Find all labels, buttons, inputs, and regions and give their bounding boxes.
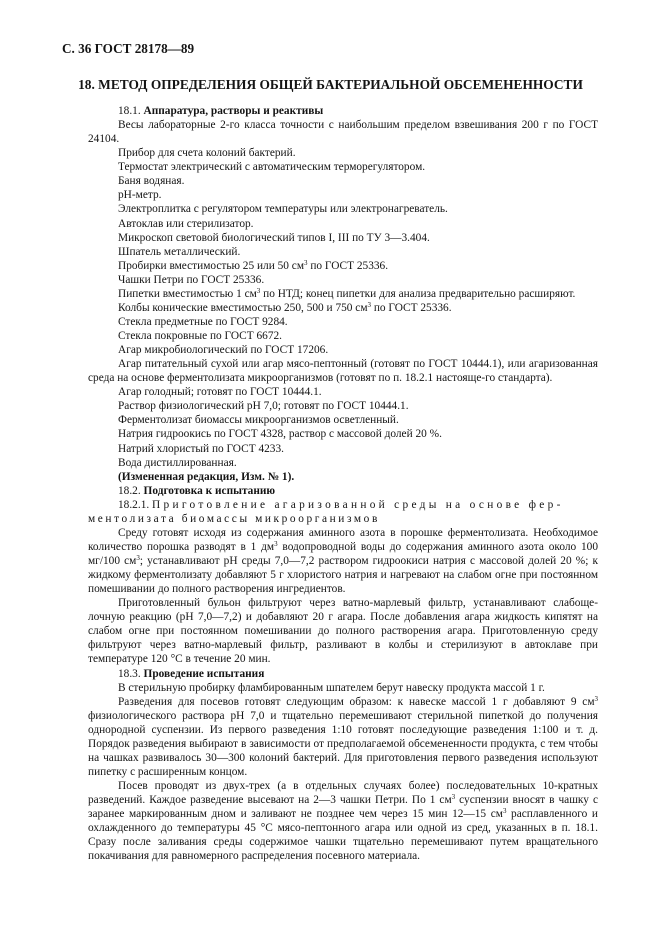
paragraph: Электроплитка с регулятором температуры или электронагреватель. — [118, 203, 448, 216]
paragraph: Агар питательный сухой или агар мясо-пептонный (готовят по ГОСТ 10444.1), или агаризованная среда на основе ферментолизата микроорганизмов (готовят по п. 18.2.1 настояще-го стандарта). — [88, 358, 598, 385]
text-run: Колбы конические вместимостью 250, 500 и 750 см — [118, 301, 368, 314]
text-run: расплавленного и охлажденного до температуры 45 °С мясо-пептонного агара или одной из сред, указанных в п. 18.1. Сразу после заливания среды содержимое чашки тщательно перемешивают путем вращательного покачивания для равномерного распределения посевного материала. — [88, 808, 598, 863]
text-run: Разведения для посевов готовят следующим образом: к навеске массой 1 г добавляют 9 см — [118, 695, 595, 708]
paragraph: Микроскоп световой биологический типов I, III по ТУ 3—3.404. — [118, 231, 430, 244]
superscript: 3 — [502, 807, 507, 816]
paragraph — [88, 301, 598, 315]
subsection-title: Аппаратура, растворы и реактивы — [143, 105, 324, 117]
subsection-heading-18-3 — [88, 667, 598, 681]
subsection-heading-18-2 — [88, 484, 598, 498]
paragraph: Термостат электрический с автоматическим терморегулятором. — [118, 161, 426, 174]
paragraph: Весы лабораторные 2-го класса точности с наибольшим пределом взвешивания 200 г по ГОСТ 24104. — [88, 119, 598, 146]
paragraph: Приготовленный бульон фильтруют через ватно-марлевый фильтр, устанавливают слабоще-лочную реакцию (рН 7,0—7,2) и добавляют 20 г агара. После добавления агара жидкость кипятят на слабом огне при постоянном помешивании до полного растворения агара. Приготовленную среду фильтруют через ватно-марлевый фильтр, разливают в колбы и стерилизуют в автоклаве при температуре 120 °С в течение 20 мин. — [88, 597, 598, 666]
subsection-number: 18.2. — [118, 484, 141, 497]
subsubsection-number: 18.2.1. — [118, 498, 150, 511]
text-run: ментолизата биомассы микроорганизмов — [88, 512, 380, 525]
paragraph: Стекла покровные по ГОСТ 6672. — [118, 330, 283, 342]
paragraph — [88, 287, 598, 301]
subsection-title: Проведение испытания — [143, 667, 265, 680]
paragraph — [88, 779, 598, 863]
superscript: 3 — [594, 694, 598, 703]
text-run: Среду готовят исходя из содержания аминного азота в порошке ферментолизата. Необходимое количество порошка разводят в 1 дм — [88, 526, 598, 553]
superscript: 3 — [256, 286, 261, 295]
paragraph: Стекла предметные по ГОСТ 9284. — [118, 315, 288, 328]
subsubsection-title-line1: Приготовление агаризованной среды на основе фер- — [152, 498, 564, 511]
section-title: 18. МЕТОД ОПРЕДЕЛЕНИЯ ОБЩЕЙ БАКТЕРИАЛЬНОЙ ОБСЕМЕНЕННОСТИ — [78, 77, 583, 92]
superscript: 3 — [136, 554, 140, 562]
text-run: Пипетки вместимостью 1 см — [118, 287, 257, 300]
paragraph: рН-метр. — [118, 189, 162, 202]
paragraph: Агар микробиологический по ГОСТ 17206. — [118, 344, 329, 357]
paragraph: В стерильную пробирку фламбированным шпателем берут навеску продукта массой 1 г. — [118, 681, 545, 694]
text-run: физиологического раствора рН 7,0 и тщательно перемешивают стерильной пипеткой до получения однородной суспензии. Из первого разведения 1:10 готовят последующие разведения 1:100 и т. д. Порядок разведения выбирают в зависимости от предполагаемой обсемененности продукта, с тем чтобы на чашках развивалось 30—300 колоний бактерий. Для приготовления первого разведения используют пипетку с расширенным концом. — [88, 709, 598, 778]
superscript: 3 — [274, 539, 278, 548]
paragraph — [88, 695, 598, 779]
subsubsection-heading-18-2-1 — [88, 498, 598, 512]
text-run: водопроводной воды до содержания аминного азота около 100 мг/100 см — [88, 540, 598, 567]
paragraph: Натрий хлористый по ГОСТ 4233. — [118, 442, 284, 455]
text-run: ; устанавливают рН среды 7,0—7,2 раствором гидроокиси натрия с массовой долей 20 %; к жидкому ферментолизату добавляют 5 г хлористого натрия и нагревают на слабом огне при постоянном помешивании до полного растворения ингредиентов. — [88, 555, 598, 596]
paragraph — [88, 526, 598, 596]
superscript: 3 — [304, 258, 308, 267]
amendment-note: (Измененная редакция, Изм. № 1). — [118, 470, 295, 483]
text-run: Посев проводят из двух-трех (а в отдельных случаях более) последовательных 10-кратных разведений. Каждое разведение высевают на 2—3 чашки Петри. По 1 см — [88, 780, 598, 807]
paragraph: Чашки Петри по ГОСТ 25336. — [118, 273, 265, 286]
text-run: по ГОСТ 25336. — [307, 259, 389, 272]
page-header: С. 36 ГОСТ 28178—89 — [62, 41, 195, 56]
subsubsection-title-line2 — [88, 512, 598, 526]
paragraph: Автоклав или стерилизатор. — [118, 217, 254, 230]
subsection-title: Подготовка к испытанию — [143, 484, 276, 497]
paragraph: Натрия гидроокись по ГОСТ 4328, раствор с массовой долей 20 %. — [118, 428, 442, 441]
paragraph: Агар голодный; готовят по ГОСТ 10444.1. — [118, 386, 322, 399]
subsection-number: 18.3. — [118, 667, 141, 680]
subsection-heading-18-1 — [88, 104, 598, 118]
paragraph: Баня водяная. — [118, 175, 185, 188]
paragraph: Раствор физиологический рН 7,0; готовят по ГОСТ 10444.1. — [118, 400, 409, 413]
subsection-number: 18.1. — [118, 105, 141, 117]
text-run: суспензии вносят в чашку с заранее маркированным дном и заливают не позднее чем через 15 мин 12—15 см — [88, 794, 598, 821]
superscript: 3 — [451, 793, 456, 802]
text-run: по ГОСТ 25336. — [371, 301, 452, 314]
paragraph: Прибор для счета колоний бактерий. — [118, 147, 296, 160]
document-body — [88, 104, 598, 863]
paragraph: Шпатель металлический. — [118, 245, 241, 258]
text-run: по НТД; конец пипетки для анализа предварительно расширяют. — [260, 287, 576, 300]
paragraph: Вода дистиллированная. — [118, 456, 237, 469]
paragraph: Ферментолизат биомассы микроорганизмов осветленный. — [118, 414, 399, 427]
paragraph — [88, 259, 598, 273]
text-run: Пробирки вместимостью 25 или 50 см — [118, 259, 305, 272]
superscript: 3 — [367, 300, 372, 309]
